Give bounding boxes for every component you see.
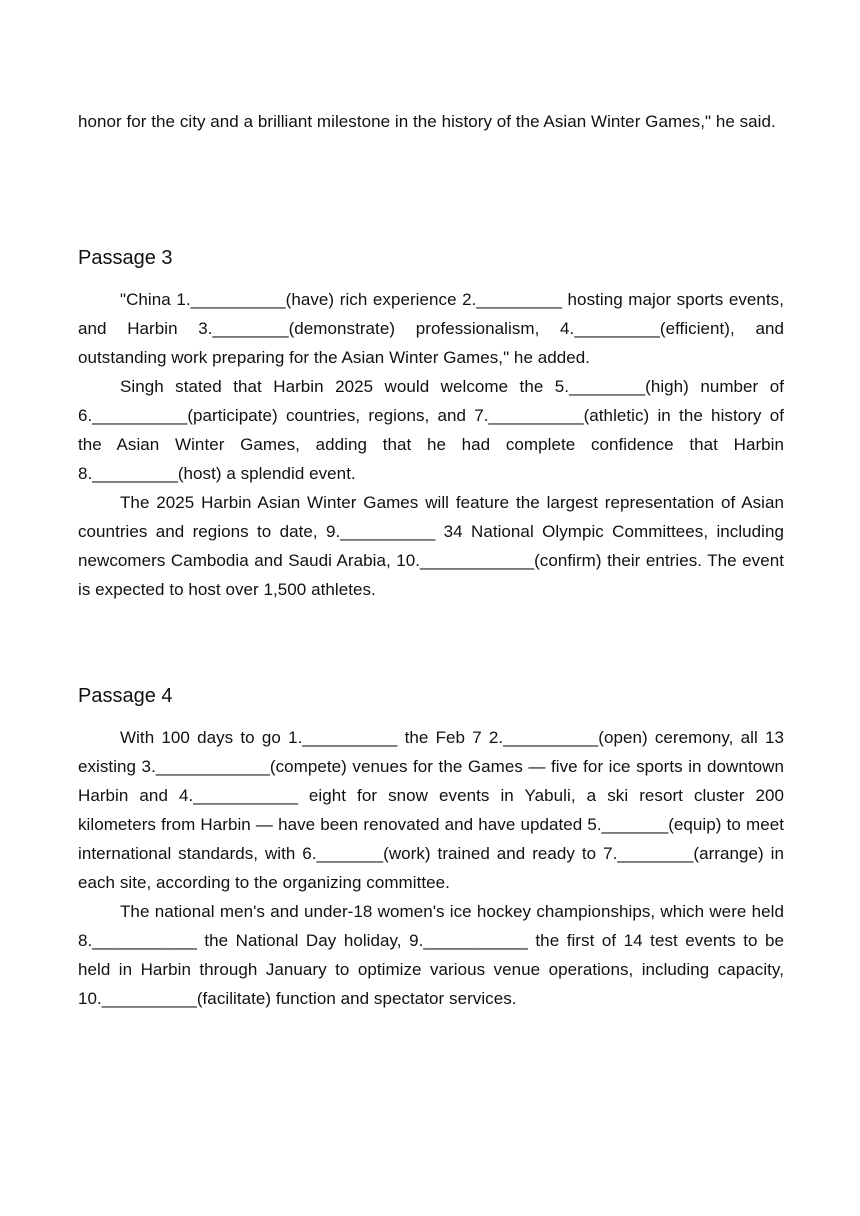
passage-3-paragraph-3: The 2025 Harbin Asian Winter Games will feature the largest representation of Asian countries and regions to date, 9.__________ 34 National Olympic Committees, including newcomers Cambodia and Saudi Arabia, 10.____________(confirm) their entries. The event is expected to host over 1,500 athletes. bbox=[78, 493, 784, 599]
passage-3-paragraph-1: "China 1.__________(have) rich experience 2._________ hosting major sports events, and Harbin 3.________(demonstrate) professionalism, 4._________(efficient), and outstanding work preparing for the Asian Winter Games," he added. bbox=[78, 290, 784, 367]
passage-4-paragraph-2: The national men's and under-18 women's ice hockey championships, which were held 8.___________ the National Day holiday, 9.___________ the first of 14 test events to be held in Harbin through January to optimize various venue operations, including capacity, 10.__________(facilitate) function and spectator services. bbox=[78, 902, 784, 1008]
passage-4-body bbox=[78, 723, 784, 1013]
passage-3-title: Passage 3 bbox=[78, 247, 173, 269]
passage-3-body bbox=[78, 285, 784, 604]
intro-paragraph: honor for the city and a brilliant milestone in the history of the Asian Winter Games," he said. bbox=[78, 112, 776, 131]
passage-3-paragraph-2: Singh stated that Harbin 2025 would welcome the 5.________(high) number of 6.__________(participate) countries, regions, and 7.__________(athletic) in the history of the Asian Winter Games, adding that he had complete confidence that Harbin 8._________(host) a splendid event. bbox=[78, 377, 784, 483]
passage-4-paragraph-1: With 100 days to go 1.__________ the Feb 7 2.__________(open) ceremony, all 13 existing 3.____________(compete) venues for the Games — five for ice sports in downtown Harbin and 4.___________ eight for snow events in Yabuli, a ski resort cluster 200 kilometers from Harbin — have been renovated and have updated 5._______(equip) to meet international standards, with 6._______(work) trained and ready to 7.________(arrange) in each site, according to the organizing committee. bbox=[78, 728, 784, 892]
passage-4-title: Passage 4 bbox=[78, 685, 173, 707]
